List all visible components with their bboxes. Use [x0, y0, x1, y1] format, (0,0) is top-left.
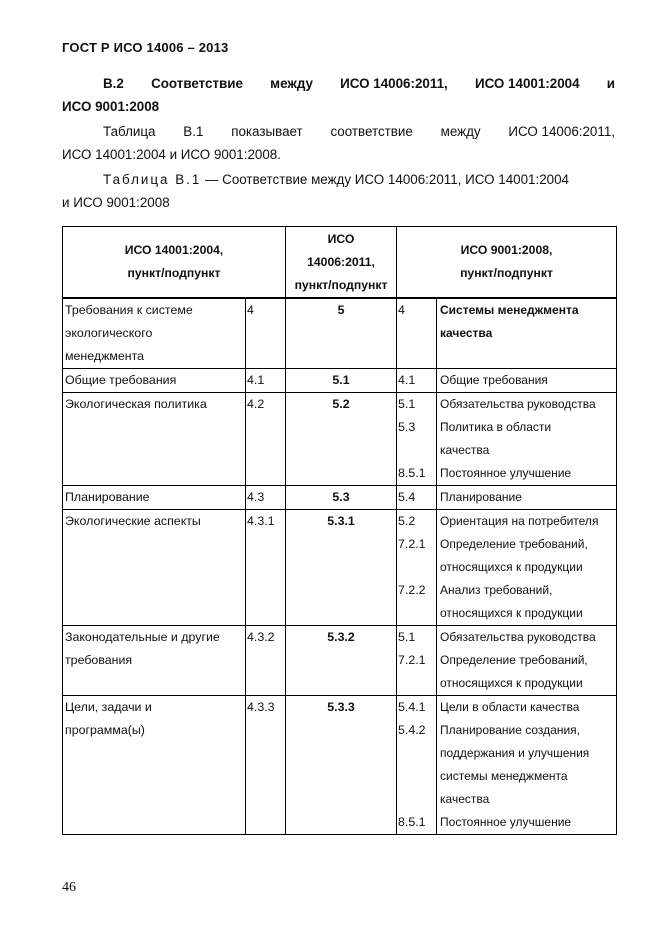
iso9001-clause-number: 5.4.1 5.4.2 8.5.1 — [397, 696, 437, 835]
iso14001-clause-number: 4.2 — [246, 393, 286, 486]
table-body — [63, 298, 617, 835]
iso14001-clause-number: 4.3.2 — [246, 626, 286, 696]
iso14006-clause-number: 5.1 — [286, 369, 397, 393]
iso14006-clause-number: 5.3.2 — [286, 626, 397, 696]
section-heading — [62, 72, 615, 118]
caption-label: Таблица В.1 — [103, 172, 202, 187]
section-title-word: и — [606, 76, 615, 91]
para-line2: ИСО 14001:2004 и ИСО 9001:2008. — [62, 147, 281, 162]
iso9001-clause-name: Обязательства руководства Определение требований, относящихся к продукции — [437, 626, 617, 696]
iso14001-clause-number: 4.3.3 — [246, 696, 286, 835]
iso9001-clause-name: Цели в области качества Планирование создания, поддержания и улучшения системы менеджмента качества Постоянное улучшение — [437, 696, 617, 835]
table-row — [63, 393, 617, 486]
page-number: 46 — [62, 880, 76, 895]
table-caption — [62, 168, 615, 214]
section-title-word: ИСО 14006:2011, — [340, 76, 448, 91]
section-title-word: ИСО 14001:2004 — [474, 76, 580, 91]
iso9001-clause-number: 5.2 7.2.1 7.2.2 — [397, 510, 437, 626]
document-header: ГОСТ Р ИСО 14006 – 2013 — [62, 40, 229, 55]
para-word: соответствие — [330, 124, 413, 139]
table-row — [63, 696, 617, 835]
iso9001-clause-number: 5.1 7.2.1 — [397, 626, 437, 696]
iso9001-clause-number: 4 — [397, 298, 437, 369]
iso14001-clause-number: 4.3 — [246, 486, 286, 510]
iso14006-clause-number: 5.2 — [286, 393, 397, 486]
section-title-word: между — [270, 76, 313, 91]
iso9001-clause-number: 5.4 — [397, 486, 437, 510]
correspondence-table — [62, 226, 617, 835]
para-word: ИСО 14006:2011, — [508, 124, 615, 139]
iso14001-clause-name: Общие требования — [63, 369, 246, 393]
iso14006-clause-number: 5 — [286, 298, 397, 369]
iso14001-clause-number: 4 — [246, 298, 286, 369]
table-header-row — [63, 227, 617, 299]
intro-paragraph — [62, 120, 615, 166]
table-row — [63, 510, 617, 626]
header-iso14001: ИСО 14001:2004, пункт/подпункт — [63, 227, 286, 299]
table-row — [63, 298, 617, 369]
iso14001-clause-name: Требования к системе экологического менеджмента — [63, 298, 246, 369]
iso14001-clause-name: Экологическая политика — [63, 393, 246, 486]
iso14006-clause-number: 5.3 — [286, 486, 397, 510]
iso9001-clause-name: Общие требования — [437, 369, 617, 393]
iso9001-clause-name: Ориентация на потребителя Определение требований, относящихся к продукции Анализ требований, относящихся к продукции — [437, 510, 617, 626]
para-word: В.1 — [183, 124, 204, 139]
iso14006-clause-number: 5.3.1 — [286, 510, 397, 626]
iso14001-clause-number: 4.1 — [246, 369, 286, 393]
caption-line2: и ИСО 9001:2008 — [62, 195, 170, 210]
para-word: Таблица — [103, 124, 156, 139]
iso14001-clause-number: 4.3.1 — [246, 510, 286, 626]
iso14001-clause-name: Планирование — [63, 486, 246, 510]
iso9001-clause-number: 5.1 5.3 8.5.1 — [397, 393, 437, 486]
table-row — [63, 626, 617, 696]
section-title-line2: ИСО 9001:2008 — [62, 99, 160, 114]
iso14001-clause-name: Законодательные и другие требования — [63, 626, 246, 696]
iso14001-clause-name: Цели, задачи и программа(ы) — [63, 696, 246, 835]
iso9001-clause-name: Системы менеджмента качества — [437, 298, 617, 369]
iso9001-clause-name: Обязательства руководства Политика в области качества Постоянное улучшение — [437, 393, 617, 486]
iso14001-clause-name: Экологические аспекты — [63, 510, 246, 626]
header-iso14006: ИСО 14006:2011, пункт/подпункт — [286, 227, 397, 299]
iso9001-clause-number: 4.1 — [397, 369, 437, 393]
para-word: между — [440, 124, 481, 139]
iso9001-clause-name: Планирование — [437, 486, 617, 510]
header-iso9001: ИСО 9001:2008, пункт/подпункт — [397, 227, 617, 299]
caption-text: — Соответствие между ИСО 14006:2011, ИСО 14001:2004 — [201, 172, 569, 187]
table-row — [63, 369, 617, 393]
section-number: В.2 — [103, 76, 124, 91]
iso14006-clause-number: 5.3.3 — [286, 696, 397, 835]
table-row — [63, 486, 617, 510]
para-word: показывает — [231, 124, 303, 139]
section-title-word: Соответствие — [151, 76, 243, 91]
